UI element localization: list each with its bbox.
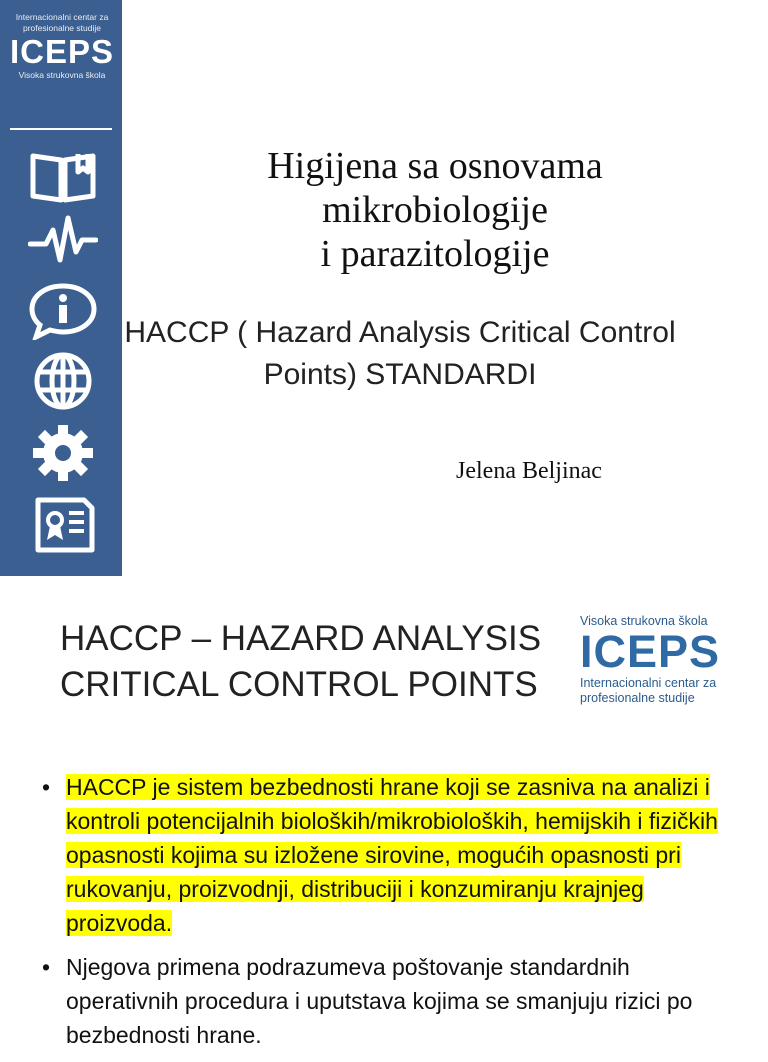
bullet-item — [40, 950, 740, 1052]
title-line: Higijena sa osnovama — [267, 145, 603, 187]
bullet-dot-icon: • — [42, 774, 51, 800]
logo-bottom-text: Internacionalni centar za profesionalne studije — [580, 676, 717, 705]
title-line: i parazitologije — [320, 233, 550, 275]
logo-subtitle: Visoka strukovna škola — [18, 70, 106, 80]
info-bubble-icon — [28, 282, 98, 340]
bullet-item — [40, 770, 740, 940]
sidebar-logo — [6, 12, 118, 80]
sidebar-divider — [10, 128, 112, 130]
slide-title — [150, 144, 720, 276]
title-line: mikrobiologije — [322, 189, 548, 231]
bullet-dot-icon: • — [42, 954, 51, 980]
logo-name: ICEPS — [580, 626, 721, 677]
bullet-list — [40, 770, 740, 1062]
certificate-icon — [28, 496, 98, 554]
highlighted-term: HACCP — [66, 774, 147, 800]
slide-heading: HACCP – HAZARD ANALYSIS CRITICAL CONTROL POINTS — [60, 619, 542, 704]
logo-top-text: Visoka strukovna škola — [580, 614, 708, 628]
globe-icon — [28, 352, 98, 410]
author-name: Jelena Beljinac — [456, 458, 602, 484]
open-book-icon — [28, 148, 98, 206]
bullet-text: Njegova primena podrazumeva poštovanje standardnih operativnih procedura i uputstava kojima se smanjuju rizici po bezbednosti hrane. — [66, 954, 693, 1048]
slide-subtitle: HACCP ( Hazard Analysis Critical Control Points) STANDARDI — [124, 316, 676, 391]
sidebar — [0, 0, 122, 576]
content-slide — [0, 576, 768, 1048]
iceps-logo — [580, 614, 740, 706]
heartbeat-icon — [28, 212, 98, 270]
bullet-text: je sistem bezbednosti hrane koji se zasniva na analizi i kontroli potencijalnih bioloških/mikrobioloških, hemijskih i fizičkih opasnosti kojima su izložene sirovine, mogućih opasnosti pri rukovanju, proizvodnji, distribuciji i konzumiranju krajnjeg proizvoda. — [66, 774, 718, 936]
logo-tagline: Internacionalni centar za profesionalne studije — [15, 12, 109, 33]
gear-icon — [28, 424, 98, 482]
logo-name: ICEPS — [9, 33, 115, 70]
